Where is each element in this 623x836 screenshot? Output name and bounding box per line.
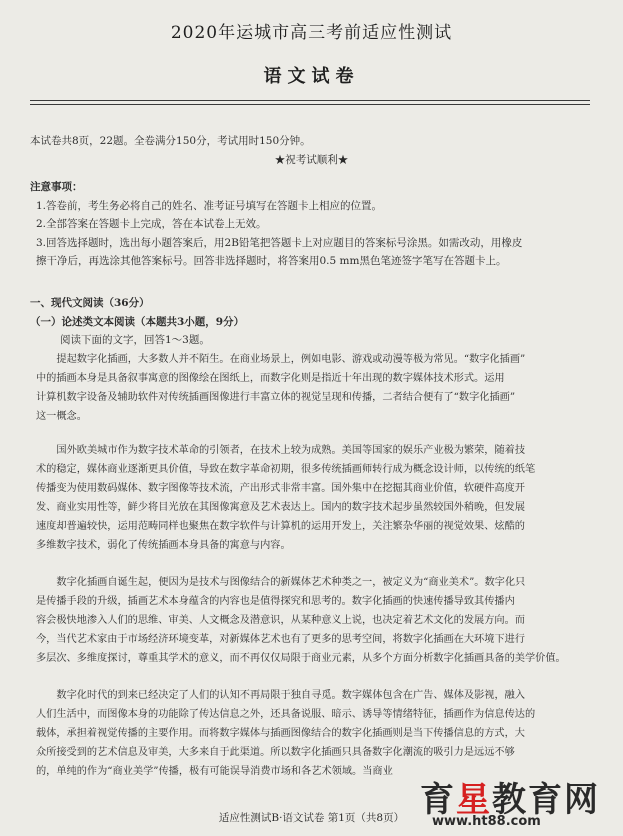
passage-line: 载体，承担着视觉传播的主要作用。而将数字媒体与插画图像结合的数字化插画则是当下传播信息的方式，大 <box>36 727 525 739</box>
notice-item: 擦干净后，再选涂其他答案标号。回答非选择题时，将答案用0.5 mm黑色笔迹签字笔写在答题卡上。 <box>36 255 507 267</box>
passage-line: 计算机数字设备及辅助软件对传统插画图像进行丰富立体的视觉呈现和传播，二者结合便有了“数字化插画” <box>36 391 516 403</box>
exam-info: 本试卷共8页，22题。全卷满分150分，考试用时150分钟。 <box>30 135 311 147</box>
watermark-brand-a: 育 <box>420 780 456 820</box>
passage-paragraph-2 <box>36 442 592 555</box>
header-rule-bottom <box>30 104 590 105</box>
passage-line: 人们生活中，而图像本身的功能除了传达信息之外，还具备说服、暗示、诱导等情绪特征，插画作为信息传达的 <box>36 708 536 720</box>
exam-subtitle: 语文试卷 <box>263 66 360 87</box>
reading-instruction: 阅读下面的文字，回答1～3题。 <box>60 334 210 346</box>
passage-line: 传播变为使用数码媒体、数字图像等技术流，产出形式非常丰富。国外集中在挖掘其商业价值，软硬件高度开 <box>36 482 525 494</box>
passage-line: 这一概念。 <box>36 410 87 422</box>
watermark-brand-c: 教育网 <box>492 780 600 820</box>
passage-paragraph-4 <box>36 687 592 782</box>
passage-line: 容会极快地渗入人们的思维、审美、人文概念及潜意识，从某种意义上说，也决定着艺术文化的发展方向。而 <box>36 614 525 626</box>
site-watermark <box>420 772 620 832</box>
passage-line: 的，单纯的作为“商业美学”传播，极有可能误导消费市场和各艺术领域。当商业 <box>36 765 393 777</box>
passage-paragraph-1 <box>36 351 592 427</box>
watermark-brand-b: 星 <box>456 780 492 820</box>
exam-title: 2020年运城市高三考前适应性测试 <box>170 23 453 43</box>
passage-line: 众所接受到的艺术信息及审美，大多来自于此渠道。所以数字化插画只具备数字化潮流的吸引力是远远不够 <box>36 746 515 758</box>
watermark-url: www.ht88.com <box>432 814 541 829</box>
page-footer: 适应性测试B·语文试卷 第1页（共8页） <box>218 812 405 824</box>
passage-line: 是传播手段的升级，插画艺术本身蕴含的内容也是值得探究和思考的。数字化插画的快速传播导致其传播内 <box>36 595 515 607</box>
passage-line: 数字化插画自诞生起，便因为是技术与图像结合的新媒体艺术种类之一，被定义为“商业美术”。数字化只 <box>56 577 526 588</box>
section-heading: 一、现代文阅读（36分） <box>30 297 150 309</box>
notice-item: 3.回答选择题时，选出每小题答案后，用2B铅笔把答题卡上对应题目的答案标号涂黑。如需改动，用橡皮 <box>36 237 523 249</box>
passage-line: 数字化时代的到来已经决定了人们的认知不再局限于独自寻觅。数字媒体包含在广告、媒体及影视，融入 <box>56 690 526 701</box>
passage-paragraph-3 <box>36 574 592 669</box>
passage-line: 提起数字化插画，大多数人并不陌生。在商业场景上，例如电影、游戏或动漫等极为常见。“数字化插画” <box>56 354 526 365</box>
passage-line: 发、商业实用性等，鲜少将目光放在其图像寓意及艺术表达上。国内的数字技术起步虽然较国外稍晚，但发展 <box>36 501 525 513</box>
notice-item: 1.答卷前，考生务必将自己的姓名、准考证号填写在答题卡上相应的位置。 <box>36 200 383 212</box>
header-rule-top <box>30 100 590 101</box>
passage-line: 术的稳定，媒体商业逐渐更具价值，导致在数字革命初期，很多传统插画师转行成为概念设计师，以传统的纸笔 <box>36 463 536 475</box>
passage-line: 速度却普遍较快，运用范畴同样也聚焦在数字软件与计算机的运用开发上，关注繁杂华丽的视觉效果、炫酷的 <box>36 520 525 532</box>
notice-heading: 注意事项： <box>30 181 83 193</box>
good-luck-banner: ★祝考试顺利★ <box>274 154 349 166</box>
passage-line: 中的插画本身是具备叙事寓意的图像绘在图纸上，而数字化则是指近十年出现的数字媒体技术形式。运用 <box>36 372 505 384</box>
subsection-heading: （一）论述类文本阅读（本题共3小题，9分） <box>30 316 245 328</box>
passage-line: 多维数字技术，弱化了传统插画本身具备的寓意与内容。 <box>36 539 291 551</box>
passage-line: 国外欧美城市作为数字技术革命的引领者，在技术上较为成熟。美国等国家的娱乐产业极为繁荣，随着技 <box>56 445 526 456</box>
passage-line: 多层次、多维度探讨，尊重其学术的意义，而不再仅仅局限于商业元素，从多个方面分析数字化插画具备的美学价值。 <box>36 652 566 664</box>
notice-item: 2.全部答案在答题卡上完成，答在本试卷上无效。 <box>36 218 267 230</box>
passage-line: 今，当代艺术家由于市场经济环境变革，对新媒体艺术也有了更多的思考空间，将数字化插画在大环境下进行 <box>36 633 525 645</box>
